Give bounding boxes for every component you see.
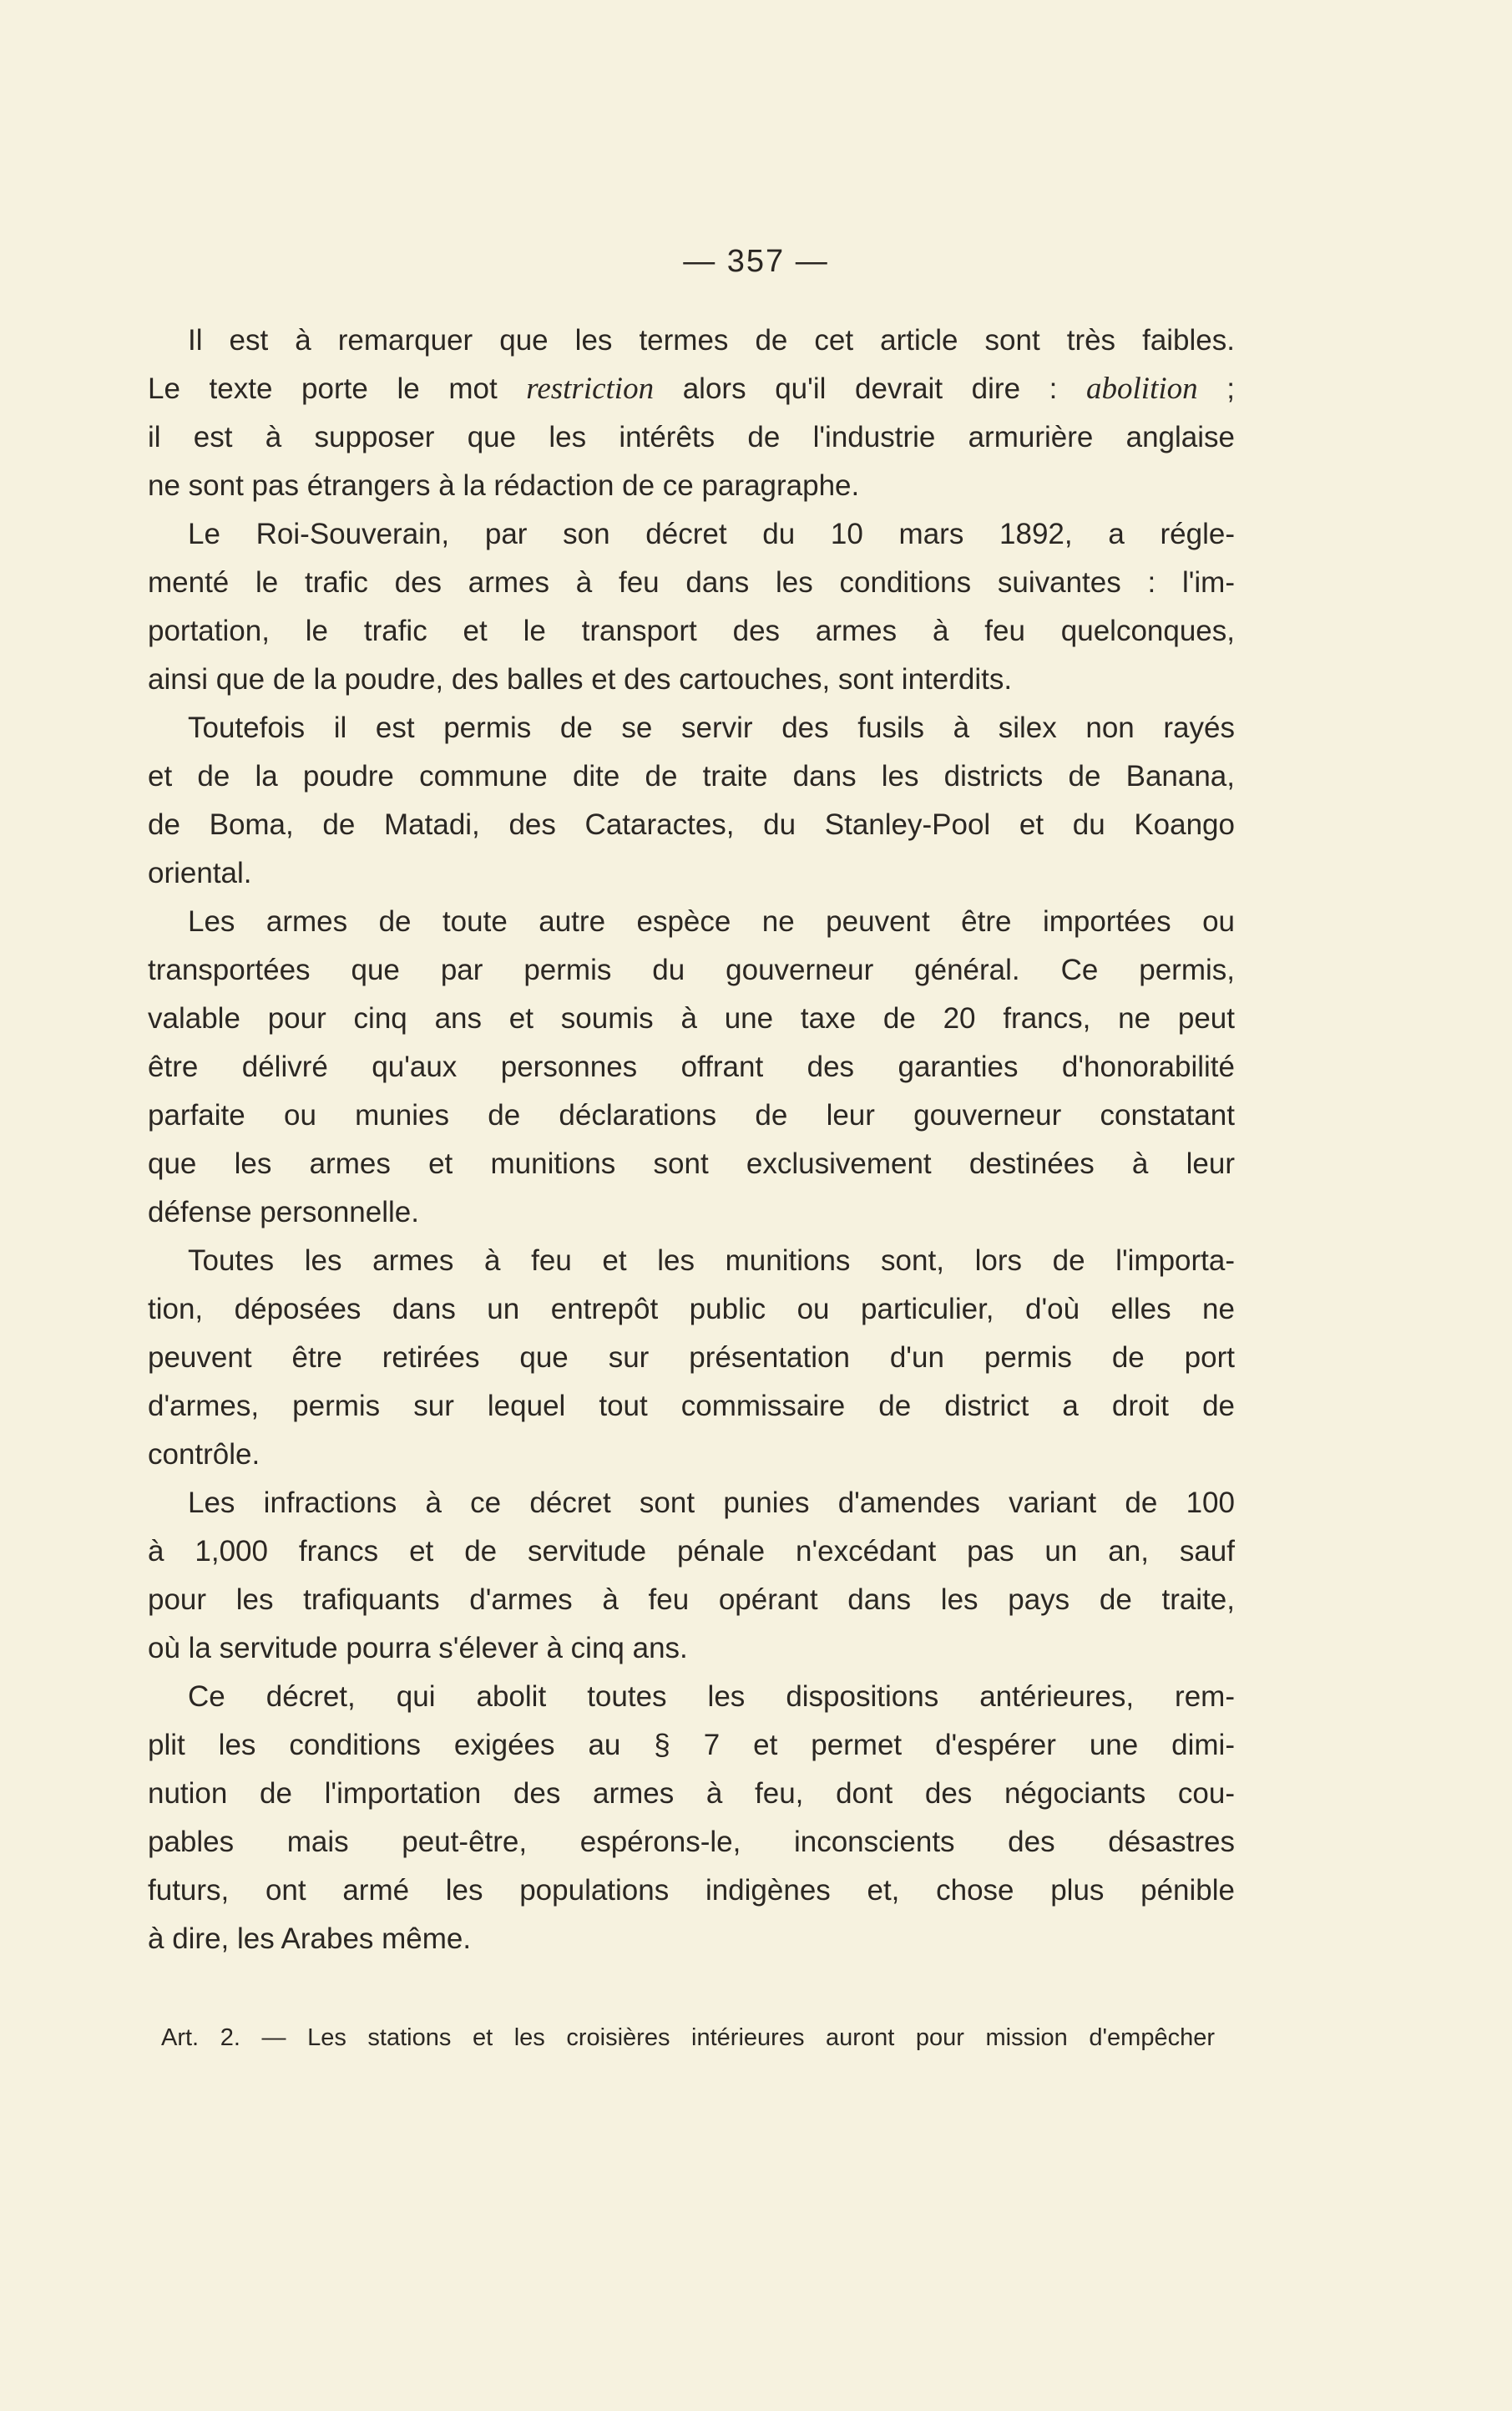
italic-term: abolition: [1086, 372, 1198, 406]
text-line: Le Roi-Souverain, par son décret du 10 mars 1892, a régle-: [188, 518, 1235, 550]
text-line: et de la poudre commune dite de traite dans les districts de Banana,: [148, 760, 1235, 793]
text-segment: ;: [1197, 372, 1235, 405]
text-line: pables mais peut-être, espérons-le, inconscients des désastres: [148, 1826, 1235, 1858]
text-line: Il est à remarquer que les termes de cet article sont très faibles.: [188, 324, 1235, 357]
text-line: Ce décret, qui abolit toutes les dispositions antérieures, rem-: [188, 1680, 1235, 1713]
text-line: plit les conditions exigées au § 7 et permet d'espérer une dimi-: [148, 1729, 1235, 1761]
text-line: être délivré qu'aux personnes offrant des garanties d'honorabilité: [148, 1051, 1235, 1083]
text-line: nution de l'importation des armes à feu, dont des négociants cou-: [148, 1777, 1235, 1810]
page-number: — 357 —: [683, 244, 829, 279]
text-line: menté le trafic des armes à feu dans les conditions suivantes : l'im-: [148, 566, 1235, 599]
text-line: d'armes, permis sur lequel tout commissaire de district a droit de: [148, 1390, 1235, 1422]
text-line: ainsi que de la poudre, des balles et des cartouches, sont interdits.: [148, 663, 1013, 696]
text-segment: alors qu'il devrait dire :: [654, 372, 1087, 405]
text-line: parfaite ou munies de déclarations de leur gouverneur constatant: [148, 1099, 1235, 1132]
text-line: transportées que par permis du gouverneur général. Ce permis,: [148, 954, 1235, 986]
text-line: il est à supposer que les intérêts de l'industrie armurière anglaise: [148, 421, 1235, 453]
text-line: contrôle.: [148, 1438, 260, 1471]
text-line: Les infractions à ce décret sont punies d'amendes variant de 100: [188, 1487, 1235, 1519]
text-line: tion, déposées dans un entrepôt public ou particulier, d'où elles ne: [148, 1293, 1235, 1325]
text-line: à 1,000 francs et de servitude pénale n'excédant pas un an, sauf: [148, 1535, 1235, 1568]
text-line: défense personnelle.: [148, 1196, 419, 1228]
text-line: que les armes et munitions sont exclusivement destinées à leur: [148, 1147, 1235, 1180]
text-line: oriental.: [148, 857, 252, 889]
text-line: portation, le trafic et le transport des armes à feu quelconques,: [148, 615, 1235, 647]
footnote: Art. 2. — Les stations et les croisières intérieures auront pour mission d'empêcher: [161, 2024, 1215, 2051]
text-line: [148, 365, 1235, 413]
text-line: ne sont pas étrangers à la rédaction de ce paragraphe.: [148, 469, 860, 502]
italic-term: restriction: [526, 372, 655, 406]
text-line: Toutefois il est permis de se servir des fusils à silex non rayés: [188, 712, 1235, 744]
body-text: [148, 317, 1235, 1963]
text-line: valable pour cinq ans et soumis à une taxe de 20 francs, ne peut: [148, 1002, 1235, 1035]
text-line: Toutes les armes à feu et les munitions sont, lors de l'importa-: [188, 1244, 1235, 1277]
text-line: peuvent être retirées que sur présentation d'un permis de port: [148, 1341, 1235, 1374]
text-line: à dire, les Arabes même.: [148, 1922, 472, 1955]
text-line: futurs, ont armé les populations indigènes et, chose plus pénible: [148, 1874, 1235, 1907]
text-line: de Boma, de Matadi, des Cataractes, du Stanley-Pool et du Koango: [148, 808, 1235, 841]
text-line: Les armes de toute autre espèce ne peuvent être importées ou: [188, 905, 1235, 938]
text-line: où la servitude pourra s'élever à cinq ans.: [148, 1632, 688, 1664]
text-segment: Le texte porte le mot: [148, 372, 527, 405]
text-line: pour les trafiquants d'armes à feu opérant dans les pays de traite,: [148, 1583, 1235, 1616]
